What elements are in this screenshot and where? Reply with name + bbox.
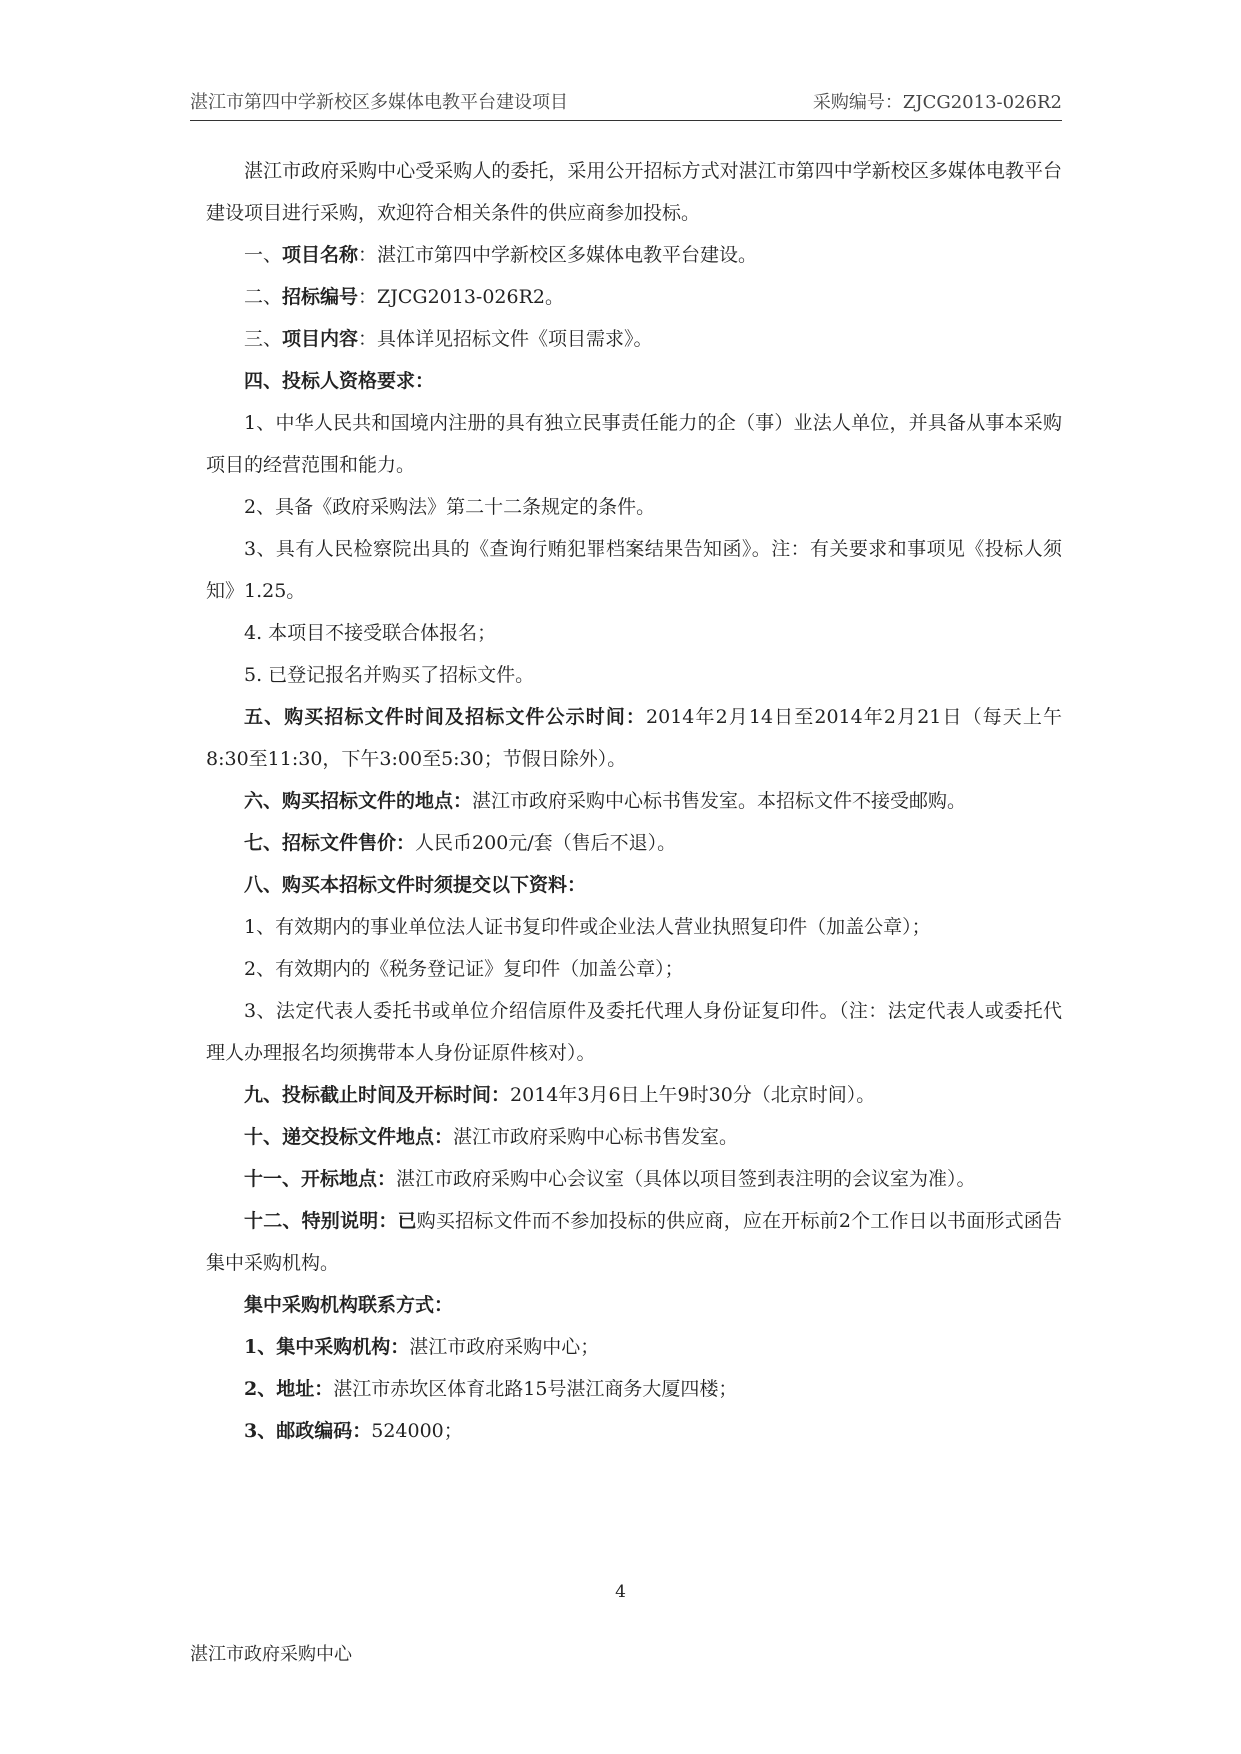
- paragraph-text: 3、法定代表人委托书或单位介绍信原件及委托代理人身份证复印件。（注：法定代表人或委托代理人办理报名均须携带本人身份证原件核对）。: [206, 1000, 1062, 1064]
- document-body: [206, 150, 1062, 1452]
- paragraph-prefix: 一、: [244, 244, 283, 266]
- paragraph-heading: 十、递交投标文件地点：: [244, 1126, 454, 1148]
- paragraph-text: 2014年2月14日至2014年2月21日（每天上午8:30至11:30，下午3:00至5:30；节假日除外）。: [206, 706, 1062, 770]
- paragraph-heading: 四、投标人资格要求：: [244, 370, 435, 392]
- paragraph-text: 1、中华人民共和国境内注册的具有独立民事责任能力的企（事）业法人单位，并具备从事本采购项目的经营范围和能力。: [206, 412, 1062, 476]
- paragraph: [206, 1410, 1062, 1452]
- paragraph-text: 2014年3月6日上午9时30分（北京时间）。: [510, 1084, 876, 1106]
- paragraph-text: 3、具有人民检察院出具的《查询行贿犯罪档案结果告知函》。注：有关要求和事项见《投标人须知》1.25。: [206, 538, 1062, 602]
- paragraph-text: 湛江市政府采购中心；: [409, 1336, 600, 1358]
- paragraph: [206, 948, 1062, 990]
- page-header: [190, 88, 1062, 121]
- paragraph-heading: 十一、开标地点：: [244, 1168, 397, 1190]
- procurement-code: 采购编号：ZJCG2013-026R2: [812, 92, 1062, 113]
- paragraph-heading: 六、购买招标文件的地点：: [244, 790, 473, 812]
- paragraph: [206, 318, 1062, 360]
- paragraph-heading: 1、集中采购机构：: [244, 1336, 410, 1358]
- paragraph-heading: 十二、特别说明：已: [244, 1210, 417, 1232]
- paragraph-text: 5. 已登记报名并购买了招标文件。: [244, 664, 535, 686]
- paragraph-heading: 3、邮政编码：: [244, 1420, 372, 1442]
- paragraph: [206, 1074, 1062, 1116]
- paragraph: [206, 234, 1062, 276]
- paragraph-text: 湛江市政府采购中心标书售发室。本招标文件不接受邮购。: [472, 790, 967, 812]
- paragraph-heading: 五、购买招标文件时间及招标文件公示时间：: [244, 706, 647, 728]
- paragraph-text: 2、具备《政府采购法》第二十二条规定的条件。: [244, 496, 656, 518]
- page-number: 4: [615, 1582, 626, 1602]
- paragraph-text: 524000；: [371, 1420, 463, 1442]
- paragraph: [206, 276, 1062, 318]
- paragraph: [206, 1326, 1062, 1368]
- paragraph-text: 1、有效期内的事业单位法人证书复印件或企业法人营业执照复印件（加盖公章）；: [244, 916, 931, 938]
- paragraph: [206, 1158, 1062, 1200]
- paragraph: [206, 1284, 1062, 1326]
- paragraph-text: 2、有效期内的《税务登记证》复印件（加盖公章）；: [244, 958, 684, 980]
- paragraph-text: ：具体详见招标文件《项目需求》。: [358, 328, 653, 350]
- paragraph: [206, 1116, 1062, 1158]
- paragraph-heading: 集中采购机构联系方式：: [244, 1294, 454, 1316]
- paragraph-heading: 2、地址：: [244, 1378, 334, 1400]
- paragraph: [206, 990, 1062, 1074]
- paragraph-text: 湛江市政府采购中心受采购人的委托，采用公开招标方式对湛江市第四中学新校区多媒体电教平台建设项目进行采购，欢迎符合相关条件的供应商参加投标。: [206, 160, 1062, 224]
- paragraph: [206, 696, 1062, 780]
- paragraph: [206, 654, 1062, 696]
- paragraph-text: 湛江市政府采购中心标书售发室。: [453, 1126, 739, 1148]
- paragraph: [206, 1368, 1062, 1410]
- paragraph-text: 湛江市赤坎区体育北路15号湛江商务大厦四楼；: [333, 1378, 738, 1400]
- paragraph-text: 购买招标文件而不参加投标的供应商，应在开标前2个工作日以书面形式函告集中采购机构。: [206, 1210, 1062, 1274]
- paragraph: [206, 822, 1062, 864]
- paragraph-text: 4. 本项目不接受联合体报名；: [244, 622, 497, 644]
- footer-organization: 湛江市政府采购中心: [190, 1644, 352, 1665]
- paragraph-prefix: 二、: [244, 286, 283, 308]
- header-title: 湛江市第四中学新校区多媒体电教平台建设项目: [190, 92, 568, 113]
- paragraph: [206, 612, 1062, 654]
- paragraph-text: ：湛江市第四中学新校区多媒体电教平台建设。: [358, 244, 758, 266]
- paragraph-prefix: 三、: [244, 328, 283, 350]
- paragraph: [206, 402, 1062, 486]
- paragraph-heading: 项目内容: [282, 328, 359, 350]
- paragraph-text: 人民币200元/套（售后不退）。: [415, 832, 677, 854]
- paragraph: [206, 780, 1062, 822]
- paragraph: [206, 1200, 1062, 1284]
- paragraph-text: ：ZJCG2013-026R2。: [358, 286, 564, 308]
- paragraph-heading: 项目名称: [282, 244, 359, 266]
- paragraph-text: 湛江市政府采购中心会议室（具体以项目签到表注明的会议室为准）。: [396, 1168, 976, 1190]
- paragraph-heading: 九、投标截止时间及开标时间：: [244, 1084, 511, 1106]
- paragraph-heading: 七、招标文件售价：: [244, 832, 416, 854]
- paragraph: [206, 864, 1062, 906]
- paragraph-heading: 招标编号: [282, 286, 359, 308]
- paragraph: [206, 150, 1062, 234]
- paragraph: [206, 486, 1062, 528]
- paragraph-heading: 八、购买本招标文件时须提交以下资料：: [244, 874, 587, 896]
- paragraph: [206, 528, 1062, 612]
- paragraph: [206, 360, 1062, 402]
- paragraph: [206, 906, 1062, 948]
